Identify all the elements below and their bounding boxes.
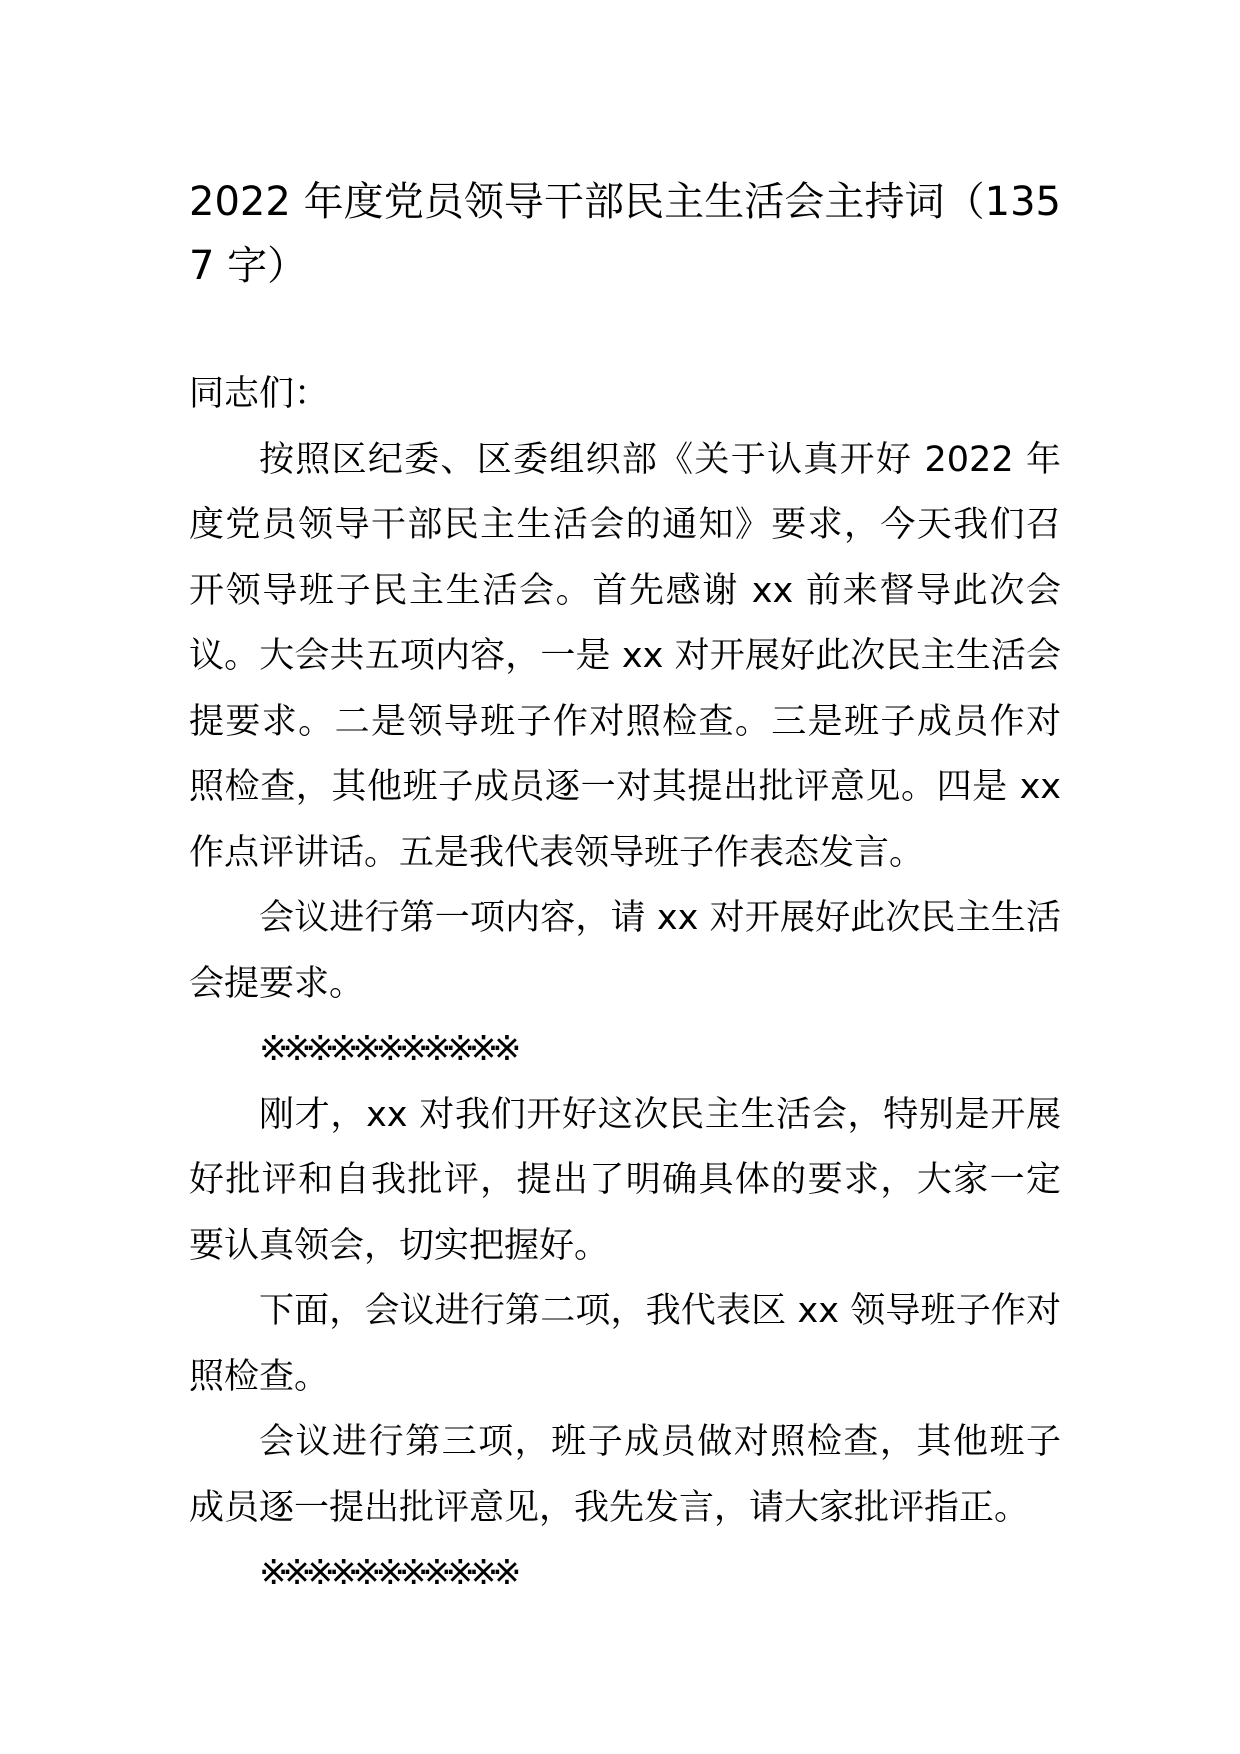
document-title: 2022 年度党员领导干部民主生活会主持词（1357 字）: [189, 179, 1061, 289]
paragraph-item-three: 会议进行第三项，班子成员做对照检查，其他班子成员逐一提出批评意见，我先发言，请大家批评指正。: [189, 1422, 1061, 1528]
separator-stars: ※※※※※※※※※※※: [259, 1029, 516, 1069]
separator-stars: ※※※※※※※※※※※: [259, 1553, 516, 1593]
paragraph-item-two: 下面，会议进行第二项，我代表区 xx 领导班子作对照检查。: [189, 1291, 1061, 1397]
salutation: 同志们：: [189, 374, 330, 414]
paragraph-intro: 按照区纪委、区委组织部《关于认真开好 2022 年度党员领导干部民主生活会的通知》要求，今天我们召开领导班子民主生活会。首先感谢 xx 前来督导此次会议。大会共五项内容，一是 xx 对开展好此次民主生活会提要求。二是领导班子作对照检查。三是班子成员作对照检查，其他班子成员逐一对其提出批评意见。四是 xx 作点评讲话。五是我代表领导班子作表态发言。: [189, 439, 1061, 873]
paragraph-item-one: 会议进行第一项内容，请 xx 对开展好此次民主生活会提要求。: [189, 898, 1061, 1004]
paragraph-summary: 刚才，xx 对我们开好这次民主生活会，特别是开展好批评和自我批评，提出了明确具体的要求，大家一定要认真领会，切实把握好。: [189, 1094, 1061, 1266]
document-body: [189, 362, 1061, 1607]
